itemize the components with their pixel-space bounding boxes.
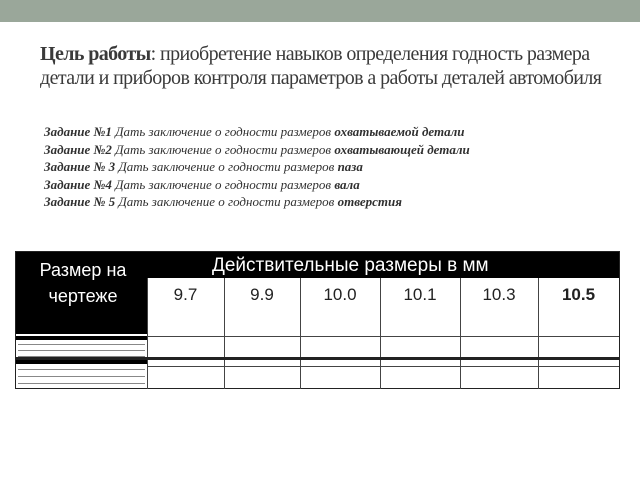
task-item (44, 158, 634, 176)
title-lead: Цель работы (40, 43, 151, 65)
size-value: 10.1 (403, 285, 437, 304)
task-object: отверстия (337, 194, 402, 209)
task-label: Задание № 5 (44, 194, 116, 209)
task-list (44, 123, 634, 211)
size-header-label: Размер на чертеже (39, 260, 127, 306)
task-item (44, 176, 634, 194)
size-value: 10.0 (323, 285, 357, 304)
sizes-table (15, 251, 620, 389)
top-bar (0, 0, 640, 22)
title-text: : приобретение навыков определения годность размера детали и приборов контроля параметров а работы деталей автомобиля (40, 43, 602, 89)
task-item (44, 123, 634, 141)
task-object: паза (337, 159, 363, 174)
task-text: Дать заключение о годности размеров (115, 194, 338, 209)
row-divider (147, 336, 619, 337)
task-object: охватывающей детали (334, 141, 470, 157)
size-value: 9.9 (250, 285, 274, 304)
task-item (44, 193, 634, 211)
row-divider (147, 366, 619, 367)
task-text: Дать заключение о годности размеров (111, 141, 335, 157)
slide-title (40, 42, 620, 90)
size-value: 10.3 (482, 285, 516, 304)
actual-sizes-header: Действительные размеры в мм (212, 255, 489, 276)
task-object: вала (334, 176, 360, 192)
task-object: охватываемой детали (334, 124, 465, 139)
task-text: Дать заключение о годности размеров (111, 124, 335, 139)
task-label: Задание № 3 (44, 159, 116, 174)
task-label: Задание №4 (44, 176, 112, 192)
size-value: 9.7 (173, 285, 198, 304)
embedded-table-image (16, 360, 147, 388)
task-label: Задание №2 (44, 141, 112, 157)
task-text: Дать заключение о годности размеров (115, 159, 338, 174)
size-value-highlight: 10.5 (561, 285, 596, 304)
task-item (44, 141, 634, 159)
task-text: Дать заключение о годности размеров (111, 176, 335, 192)
embedded-table-image (16, 336, 147, 357)
task-label: Задание №1 (44, 124, 112, 139)
